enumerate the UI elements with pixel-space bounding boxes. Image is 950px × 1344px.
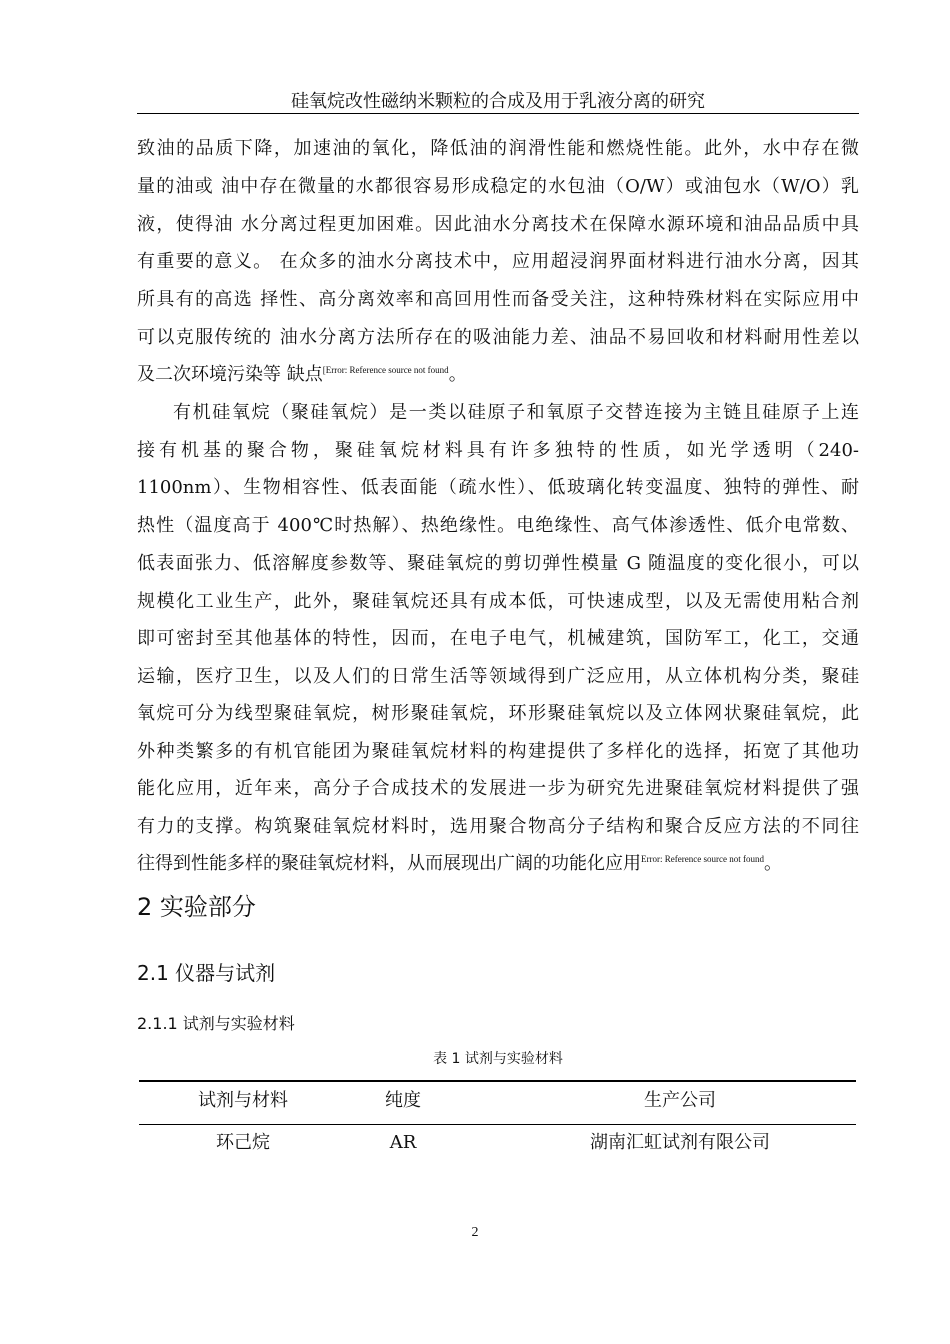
table-cell: 环己烷 [216, 1132, 270, 1153]
paragraph-line: 接有机基的聚合物，聚硅氧烷材料具有许多独特的性质，如光学透明（240- [137, 440, 859, 461]
table-top-rule [139, 1080, 856, 1082]
paragraph-last-line [137, 363, 859, 387]
paragraph-line: 热性（温度高于 400℃时热解）、热绝缘性。电绝缘性、高气体渗透性、低介电常数、 [137, 515, 859, 536]
header-rule [137, 113, 859, 114]
subsubsection-heading: 2.1.1 试剂与实验材料 [137, 1014, 295, 1033]
paragraph-line: 液，使得油 水分离过程更加困难。因此油水分离技术在保障水源环境和油品品质中具 [137, 214, 859, 235]
paragraph-line: 量的油或 油中存在微量的水都很容易形成稳定的水包油（O/W）或油包水（W/O）乳 [137, 176, 859, 197]
page-number: 2 [471, 1225, 479, 1240]
paragraph-line: 所具有的高选 择性、高分离效率和高回用性而备受关注，这种特殊材料在实际应用中 [137, 289, 859, 310]
paragraph-line: 有力的支撑。构筑聚硅氧烷材料时，选用聚合物高分子结构和聚合反应方法的不同往 [137, 816, 859, 837]
paragraph-line: 有机硅氧烷（聚硅氧烷）是一类以硅原子和氧原子交替连接为主链且硅原子上连 [173, 402, 859, 423]
table-cell: AR [389, 1132, 417, 1153]
table-header-rule [139, 1124, 856, 1125]
section-heading: 2 实验部分 [137, 893, 256, 921]
paragraph-line: 运输，医疗卫生，以及人们的日常生活等领域得到广泛应用，从立体机构分类，聚硅 [137, 666, 859, 687]
table-header-cell: 试剂与材料 [198, 1090, 288, 1111]
running-header: 硅氧烷改性磁纳米颗粒的合成及用于乳液分离的研究 [291, 91, 705, 112]
paragraph-line: 低表面张力、低溶解度参数等、聚硅氧烷的剪切弹性模量 G 随温度的变化很小，可以 [137, 553, 859, 574]
paragraph-text: 及二次环境污染等 缺点 [137, 364, 323, 385]
paragraph-line: 规模化工业生产，此外，聚硅氧烷还具有成本低，可快速成型，以及无需使用粘合剂 [137, 591, 859, 612]
paragraph-line: 能化应用，近年来，高分子合成技术的发展进一步为研究先进聚硅氧烷材料提供了强 [137, 778, 859, 799]
table-header-cell: 生产公司 [644, 1090, 716, 1111]
paragraph-line: 氧烷可分为线型聚硅氧烷，树形聚硅氧烷，环形聚硅氧烷以及立体网状聚硅氧烷，此 [137, 703, 859, 724]
paragraph-line: 有重要的意义。 在众多的油水分离技术中，应用超浸润界面材料进行油水分离，因其 [137, 251, 859, 272]
table-cell: 湖南汇虹试剂有限公司 [590, 1132, 770, 1153]
subsection-heading: 2.1 仪器与试剂 [137, 961, 276, 985]
paragraph-end: 。 [448, 364, 467, 385]
paragraph-line: 致油的品质下降，加速油的氧化，降低油的润滑性能和燃烧性能。此外，水中存在微 [137, 138, 859, 159]
paragraph-line: 1100nm）、生物相容性、低表面能（疏水性）、低玻璃化转变温度、独特的弹性、耐 [137, 477, 859, 498]
paragraph-line: 外种类繁多的有机官能团为聚硅氧烷材料的构建提供了多样化的选择，拓宽了其他功 [137, 741, 859, 762]
reference-error: [Error: Reference source not found [322, 365, 449, 375]
paragraph-text: 往得到性能多样的聚硅氧烷材料，从而展现出广阔的功能化应用 [137, 853, 641, 874]
paragraph-line: 即可密封至其他基体的特性，因而，在电子电气，机械建筑，国防军工，化工，交通 [137, 628, 859, 649]
paragraph-line: 可以克服传统的 油水分离方法所存在的吸油能力差、油品不易回收和材料耐用性差以 [137, 327, 859, 348]
reference-error: Error: Reference source not found [641, 854, 764, 864]
paragraph-last-line [137, 852, 859, 876]
paragraph-end: 。 [763, 853, 782, 874]
table-caption: 表 1 试剂与实验材料 [433, 1051, 563, 1067]
table-header-cell: 纯度 [385, 1090, 421, 1111]
